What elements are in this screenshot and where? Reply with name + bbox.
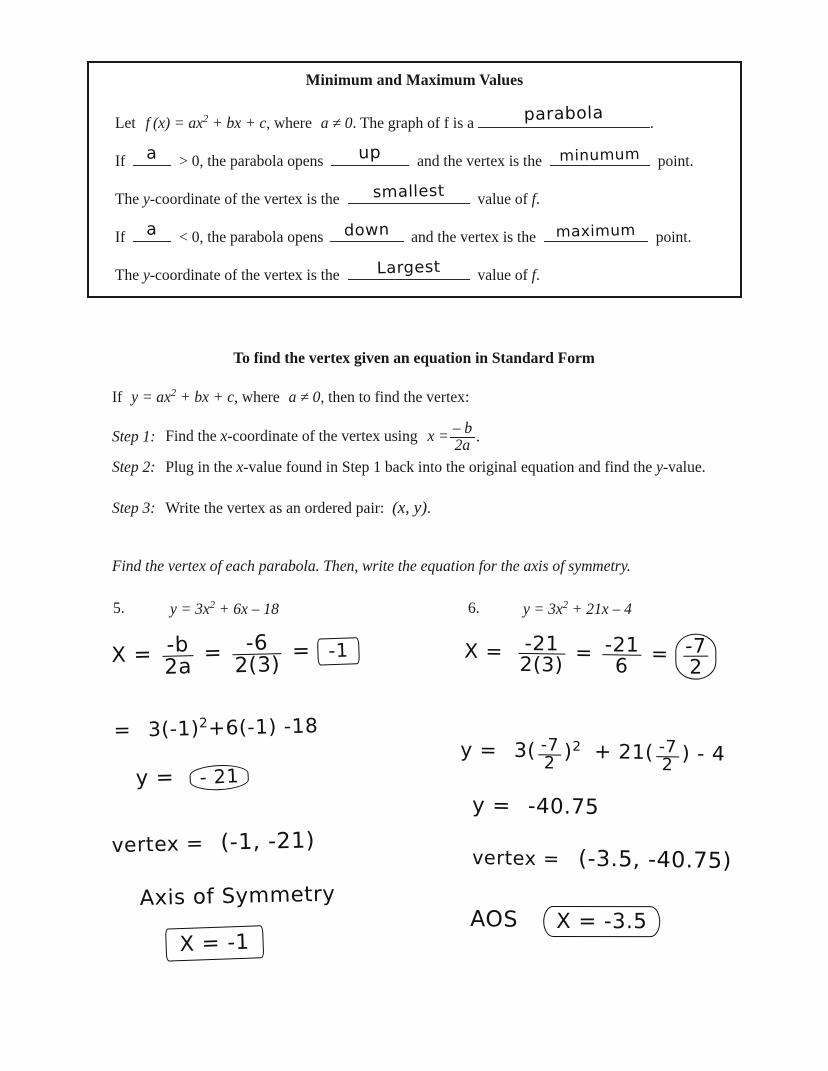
handwriting-maximum: maximum bbox=[555, 220, 636, 241]
problem-5-aos-boxed: X = -1 bbox=[165, 925, 264, 961]
line3-before: The y-coordinate of the vertex is the bbox=[115, 191, 340, 208]
p5-boxed-x-answer: -1 bbox=[317, 637, 360, 665]
p6-x-eq2: = bbox=[650, 641, 669, 666]
p5-fraction-6-over-2x3 bbox=[232, 632, 282, 676]
p6-fraction-21-over-2x3 bbox=[518, 630, 566, 677]
p6-ysub-exponent: 2 bbox=[572, 739, 582, 755]
problem-6-aos-boxed: X = -3.5 bbox=[544, 906, 661, 937]
handwriting-up: up bbox=[358, 143, 382, 164]
handwriting-a-positive: a bbox=[146, 143, 158, 165]
problem-5-y-substitution bbox=[113, 713, 318, 742]
p6-x-lhs: X = bbox=[464, 638, 504, 664]
problem-5-equation bbox=[170, 600, 279, 619]
problem-6-eq-lhs: y = 3x bbox=[523, 601, 563, 619]
problem-6-aos-row bbox=[470, 904, 661, 938]
handwriting-parabola: parabola bbox=[523, 103, 604, 126]
line2-middle: > 0, the parabola opens bbox=[179, 153, 324, 170]
step-1-formula-lhs: x = bbox=[427, 428, 449, 446]
blank-smallest[interactable] bbox=[348, 181, 470, 204]
p5-yres-lhs: y = bbox=[135, 765, 175, 791]
p5-vertex-label: vertex = bbox=[111, 830, 204, 858]
handwriting-smallest: smallest bbox=[372, 181, 445, 202]
problem-5-vertex bbox=[111, 828, 315, 858]
blank-a-positive[interactable] bbox=[133, 143, 171, 166]
line2-trailing: point. bbox=[657, 153, 694, 170]
line4-trailing: point. bbox=[655, 229, 692, 246]
step-1-text: Find the x-coordinate of the vertex using bbox=[165, 428, 418, 446]
blank-opens-down[interactable] bbox=[330, 220, 404, 242]
definition-line-y-coordinate-maximum bbox=[115, 257, 540, 284]
line1-condition: a ≠ 0 bbox=[320, 115, 353, 132]
definition-box bbox=[87, 61, 742, 298]
blank-graph-is-a[interactable] bbox=[478, 103, 650, 128]
intro-before: If bbox=[112, 389, 123, 407]
p6-answer-num: -7 bbox=[685, 633, 707, 658]
p6-ysub-a: 3( bbox=[513, 738, 536, 763]
step-3-formula: (x, y) bbox=[392, 498, 428, 517]
problem-6-equation bbox=[523, 600, 632, 619]
line1-formula: f $(x) = ax^2$ + bx + c bbox=[145, 113, 267, 132]
blank-largest[interactable] bbox=[348, 257, 470, 280]
problem-5-eq-exponent: 2 bbox=[209, 600, 215, 611]
handwriting-minumum: minumum bbox=[559, 144, 641, 165]
step-1 bbox=[112, 421, 480, 454]
p6-ysub-frac1-den: 2 bbox=[538, 754, 560, 772]
p5-x-eq1: = bbox=[203, 640, 223, 665]
p6-yres-lhs: y = bbox=[472, 793, 511, 818]
definition-line-a-less-than-zero bbox=[115, 219, 692, 246]
problem-5-x-work bbox=[111, 630, 360, 679]
p5-ysub-b: +6(-1) -18 bbox=[208, 713, 319, 740]
handwriting-down: down bbox=[344, 220, 391, 241]
problem-6-x-work bbox=[464, 630, 717, 680]
definition-line-y-coordinate-minimum bbox=[115, 181, 540, 208]
p6-ysub-fraction-1 bbox=[538, 737, 561, 772]
line2-after: and the vertex is the bbox=[417, 153, 542, 170]
p6-x-eq1: = bbox=[575, 640, 593, 665]
intro-formula: $y = ax^2$ + bx + c bbox=[131, 388, 235, 407]
p5-frac2-num: -6 bbox=[245, 630, 269, 655]
step-2-label: Step 2: bbox=[112, 459, 156, 476]
p6-frac2-den: 6 bbox=[602, 654, 641, 676]
blank-minimum-point[interactable] bbox=[550, 144, 650, 166]
problem-6-eq-rest: + 21x – 4 bbox=[567, 601, 632, 619]
step-1-fraction bbox=[450, 421, 475, 454]
problem-5-aos-label: Axis of Symmetry bbox=[139, 881, 336, 910]
p6-frac2-num: -21 bbox=[604, 632, 640, 657]
intro-after: then to find the vertex: bbox=[328, 389, 470, 407]
p6-answer-fraction bbox=[683, 633, 708, 679]
p6-frac1-den: 2(3) bbox=[519, 651, 564, 677]
p6-yres-value: -40.75 bbox=[527, 793, 600, 819]
step-3-label: Step 3: bbox=[112, 500, 156, 517]
p6-ysub-frac2-num: -7 bbox=[658, 737, 678, 758]
step-1-label: Step 1: bbox=[112, 428, 156, 446]
problem-5-eq-rest: + 6x – 18 bbox=[214, 601, 279, 619]
line5-before: The y-coordinate of the vertex is the bbox=[115, 267, 340, 284]
vertex-section-title: To find the vertex given an equation in Standard Form bbox=[233, 350, 595, 367]
problem-6-y-result bbox=[472, 793, 599, 819]
p6-ysub-b: ) bbox=[563, 739, 573, 764]
definition-line-graph-is-a bbox=[115, 103, 654, 132]
handwriting-largest: Largest bbox=[376, 257, 441, 278]
p5-frac1-den: 2a bbox=[164, 654, 193, 679]
p6-vertex-value: (-3.5, -40.75) bbox=[578, 846, 732, 875]
problem-5-number: 5. bbox=[113, 600, 125, 617]
p5-ysub-lhs: = bbox=[113, 717, 132, 742]
p5-x-lhs: X = bbox=[111, 642, 153, 667]
p5-x-eq2: = bbox=[291, 638, 311, 663]
p5-frac2-den: 2(3) bbox=[234, 652, 281, 678]
line1-middle: , where bbox=[266, 115, 312, 132]
p5-frac1-num: -b bbox=[166, 632, 190, 657]
step-2 bbox=[112, 459, 706, 477]
problem-6-aos-label: AOS bbox=[470, 907, 519, 933]
line4-middle: < 0, the parabola opens bbox=[179, 229, 324, 246]
line5-after: value of f. bbox=[477, 267, 540, 284]
intro-condition: a ≠ 0, bbox=[288, 389, 325, 407]
line3-after: value of f. bbox=[477, 191, 540, 208]
p5-vertex-value: (-1, -21) bbox=[220, 828, 316, 856]
step-1-fraction-numerator: – b bbox=[452, 420, 473, 437]
p6-ysub-c: + 21( bbox=[594, 739, 654, 765]
p6-ysub-frac2-den: 2 bbox=[656, 756, 678, 774]
blank-maximum-point[interactable] bbox=[544, 220, 648, 242]
step-1-fraction-denominator: 2a bbox=[450, 437, 475, 454]
blank-a-negative[interactable] bbox=[133, 219, 171, 242]
problem-5-aos-boxed-wrap bbox=[165, 926, 264, 961]
p5-boxed-y-answer: - 21 bbox=[189, 764, 250, 792]
step-3-text: Write the vertex as an ordered pair: bbox=[165, 500, 385, 517]
step-2-text: Plug in the x-value found in Step 1 back into the original equation and find the y-value. bbox=[165, 459, 706, 476]
p6-ysub-fraction-2 bbox=[656, 739, 679, 774]
line4-before: If bbox=[115, 229, 126, 246]
p6-ysub-frac1-num: -7 bbox=[540, 735, 560, 756]
problem-6-y-substitution bbox=[460, 736, 726, 775]
line1-before: Let bbox=[115, 115, 136, 132]
p6-ysub-d: ) - 4 bbox=[681, 740, 726, 766]
problem-5-eq-lhs: y = 3x bbox=[170, 601, 210, 619]
p6-frac1-num: -21 bbox=[524, 630, 560, 656]
blank-opens-up[interactable] bbox=[331, 143, 409, 166]
definition-line-a-greater-than-zero bbox=[115, 143, 694, 170]
p5-ysub-exponent: 2 bbox=[199, 716, 209, 732]
step-1-trailing: . bbox=[476, 428, 480, 446]
definition-box-title: Minimum and Maximum Values bbox=[305, 72, 524, 89]
p6-vertex-label: vertex = bbox=[472, 847, 560, 871]
handwriting-a-negative: a bbox=[146, 219, 158, 241]
problem-6-eq-exponent: 2 bbox=[562, 600, 568, 611]
p6-fraction-21-over-6 bbox=[602, 634, 641, 676]
step-3-trailing: . bbox=[427, 500, 431, 517]
p5-ysub-a: 3(-1) bbox=[147, 716, 200, 742]
step-3 bbox=[112, 498, 431, 518]
line2-before: If bbox=[115, 153, 126, 170]
exercise-instruction: Find the vertex of each parabola. Then, write the equation for the axis of symmetry. bbox=[112, 558, 631, 575]
vertex-section-intro bbox=[112, 388, 469, 407]
line1-trailing: . bbox=[649, 115, 654, 132]
p6-answer-den: 2 bbox=[683, 656, 708, 677]
problem-6-number: 6. bbox=[468, 600, 480, 617]
line1-after: . The graph of f is a bbox=[352, 115, 474, 132]
problem-6-vertex bbox=[472, 845, 732, 874]
p5-fraction-b-over-2a bbox=[162, 634, 194, 678]
intro-middle: , where bbox=[234, 389, 280, 407]
p6-ysub-lhs: y = bbox=[460, 737, 498, 763]
p6-boxed-x-answer bbox=[675, 634, 716, 680]
problem-5-y-result bbox=[135, 763, 249, 792]
line4-after: and the vertex is the bbox=[411, 229, 536, 246]
